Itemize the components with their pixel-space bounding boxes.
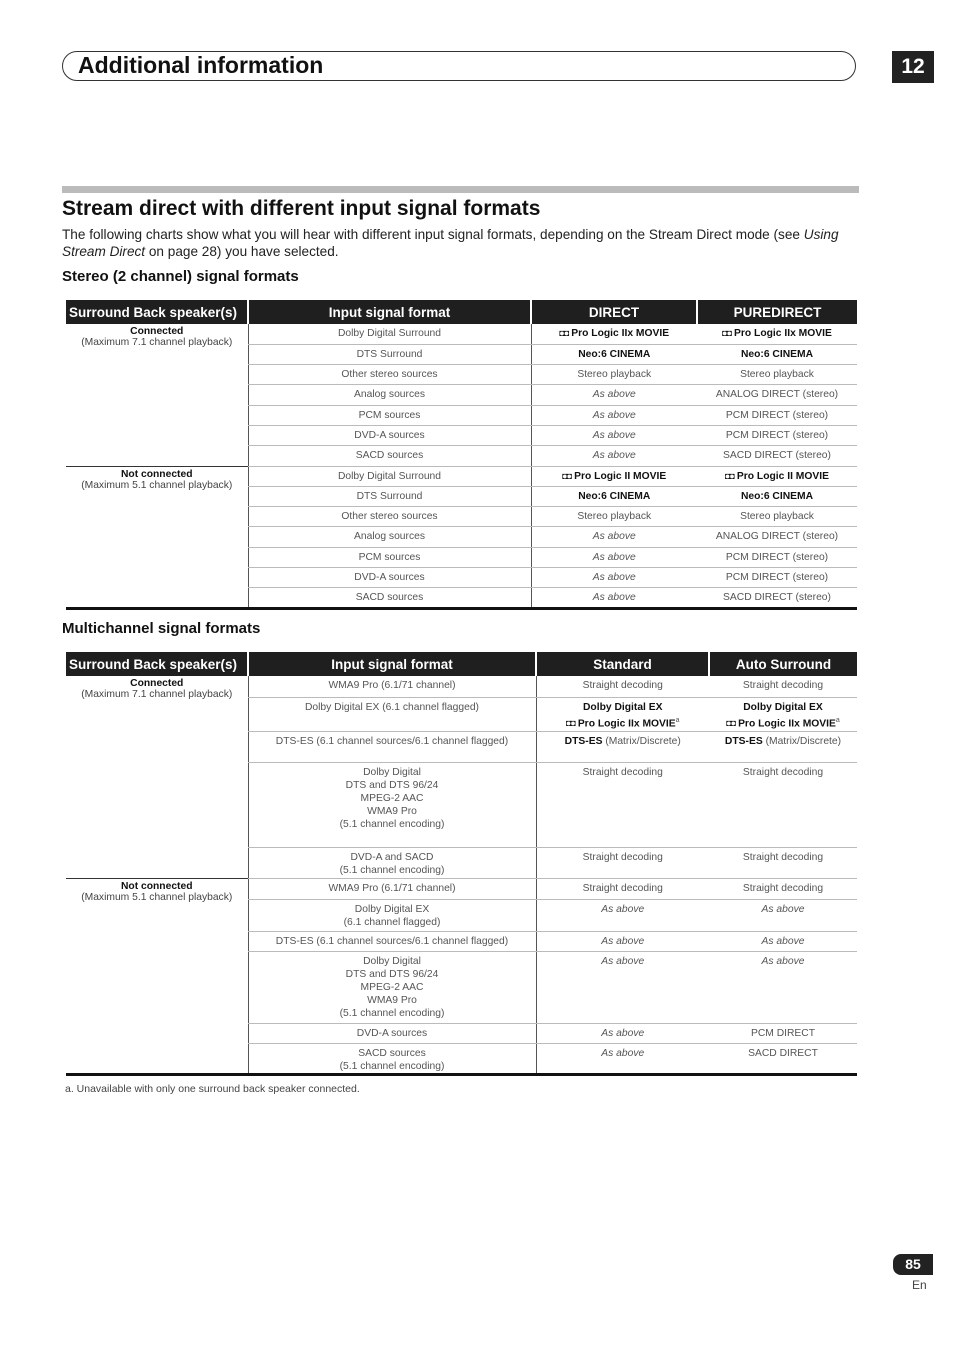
mode-text: Neo:6 CINEMA [740, 348, 814, 360]
mode-text: PCM DIRECT (stereo) [725, 551, 829, 563]
table-row [66, 878, 857, 899]
col-header-standard: Standard [536, 652, 709, 676]
table-row [66, 676, 857, 697]
mode-text: ANALOG DIRECT (stereo) [715, 389, 839, 401]
dolby-icon: ◘◘ [722, 328, 732, 338]
input-format-cell: DVD-A sources [248, 425, 531, 445]
col-header-auto-surround: Auto Surround [709, 652, 857, 676]
mode-text: SACD DIRECT [748, 1047, 818, 1059]
standard-cell [536, 762, 709, 847]
dolby-icon: ◘◘ [559, 328, 569, 338]
input-format-cell [248, 931, 536, 951]
mode-text: Neo:6 CINEMA [578, 490, 651, 502]
auto-surround-cell [709, 878, 857, 899]
input-format-cell: SACD sources [248, 446, 531, 466]
speaker-status: Connected [130, 326, 184, 337]
mode-text: Stereo playback [577, 511, 652, 523]
direct-cell [531, 507, 697, 527]
input-format-line: Dolby Digital [363, 766, 421, 778]
auto-surround-cell [709, 899, 857, 931]
direct-cell [531, 568, 697, 588]
input-format-line: SACD sources [358, 1047, 426, 1059]
puredirect-cell [697, 588, 857, 608]
input-format-line: (5.1 channel encoding) [339, 818, 445, 830]
input-format-cell: Dolby Digital Surround [248, 466, 531, 486]
mode-text: PCM DIRECT (stereo) [725, 429, 829, 441]
input-format-line: DTS-ES (6.1 channel sources/6.1 channel flagged) [275, 735, 509, 747]
input-format-cell: Other stereo sources [248, 365, 531, 385]
mode-text: As above [761, 955, 805, 967]
mode-line [711, 714, 855, 730]
input-format-line: MPEG-2 AAC [360, 792, 424, 804]
puredirect-cell [697, 486, 857, 506]
input-format-cell: Analog sources [248, 385, 531, 405]
mode-text: Straight decoding [742, 680, 824, 691]
standard-cell [536, 1043, 709, 1074]
input-format-cell: Analog sources [248, 527, 531, 547]
mode-text: PCM DIRECT [750, 1027, 816, 1039]
mode-text: Straight decoding [582, 882, 663, 894]
standard-cell [536, 899, 709, 931]
dolby-icon: ◘◘ [565, 717, 575, 728]
input-format-line: (5.1 channel encoding) [339, 864, 445, 876]
mode-text: As above [601, 903, 645, 915]
auto-surround-cell [709, 676, 857, 697]
mode-text: Stereo playback [740, 511, 814, 523]
input-format-line: WMA9 Pro [367, 805, 417, 817]
mode-text: Pro Logic IIx MOVIE [577, 717, 676, 729]
mode-text: Straight decoding [742, 851, 824, 863]
input-format-line: WMA9 Pro [367, 994, 417, 1006]
input-format-line: DVD-A sources [356, 1027, 428, 1039]
input-format-cell: PCM sources [248, 547, 531, 567]
input-format-cell: Dolby Digital Surround [248, 324, 531, 344]
standard-cell [536, 676, 709, 697]
stereo-table [66, 300, 857, 610]
input-format-line: Dolby Digital [363, 955, 421, 967]
mode-text: Stereo playback [577, 369, 652, 381]
puredirect-cell [697, 547, 857, 567]
input-format-cell: SACD sources [248, 588, 531, 608]
mode-title: DTS-ES [724, 735, 763, 747]
input-format-cell [248, 1043, 536, 1074]
input-format-cell: PCM sources [248, 405, 531, 425]
mode-text: Pro Logic IIx MOVIE [571, 328, 670, 339]
mode-text: As above [761, 935, 805, 947]
dolby-icon: ◘◘ [562, 470, 572, 481]
direct-cell [531, 527, 697, 547]
mode-text: As above [592, 531, 636, 543]
input-format-cell: DTS Surround [248, 344, 531, 364]
page-number: 85 [893, 1254, 933, 1275]
puredirect-cell [697, 466, 857, 486]
input-format-line: Dolby Digital EX [354, 903, 430, 915]
input-format-cell [248, 762, 536, 847]
standard-cell [536, 931, 709, 951]
mode-text: Pro Logic II MOVIE [574, 470, 667, 482]
col-header-speaker: Surround Back speaker(s) [66, 300, 248, 324]
auto-surround-cell [709, 951, 857, 1023]
intro-paragraph: The following charts show what you will hear with different input signal formats, depending on the Stream Direct mode (see Using Stream Direct on page 28) you have selected. [62, 227, 839, 259]
footnote-mark: a [675, 716, 680, 724]
multi-heading: Multichannel signal formats [62, 620, 261, 637]
direct-cell [531, 588, 697, 608]
dolby-icon: ◘◘ [726, 717, 736, 728]
speaker-note: (Maximum 7.1 channel playback) [81, 689, 233, 700]
direct-cell [531, 486, 697, 506]
standard-cell [536, 697, 709, 731]
input-format-cell [248, 847, 536, 878]
input-format-cell: DVD-A sources [248, 568, 531, 588]
mode-text: Stereo playback [740, 369, 814, 381]
mode-line [539, 714, 708, 730]
stereo-heading: Stereo (2 channel) signal formats [62, 268, 299, 285]
input-format-cell [248, 1023, 536, 1043]
input-format-line: DVD-A and SACD [350, 851, 434, 863]
standard-cell [536, 878, 709, 899]
mode-text: As above [601, 1027, 645, 1039]
standard-cell [536, 1023, 709, 1043]
mode-title: DTS-ES [564, 735, 603, 747]
puredirect-cell [697, 324, 857, 344]
input-format-cell [248, 878, 536, 899]
mode-text: PCM DIRECT (stereo) [725, 572, 829, 584]
puredirect-cell [697, 507, 857, 527]
input-format-cell [248, 951, 536, 1023]
speaker-note: (Maximum 5.1 channel playback) [81, 891, 233, 903]
footnote: a. Unavailable with only one surround back speaker connected. [65, 1083, 360, 1095]
standard-cell [536, 731, 709, 762]
auto-surround-cell [709, 731, 857, 762]
speaker-cell [66, 676, 248, 878]
mode-text: As above [601, 1047, 645, 1059]
speaker-cell [66, 466, 248, 608]
input-format-cell: Other stereo sources [248, 507, 531, 527]
input-format-line: (6.1 channel flagged) [343, 916, 441, 928]
input-format-cell [248, 899, 536, 931]
standard-cell [536, 951, 709, 1023]
speaker-status: Not connected [120, 880, 193, 892]
input-format-cell [248, 676, 536, 697]
auto-surround-cell [709, 762, 857, 847]
input-format-line: DTS and DTS 96/24 [345, 968, 439, 980]
mode-title: Dolby Digital EX [582, 701, 663, 713]
mode-text: As above [592, 572, 636, 584]
mode-text: As above [601, 935, 645, 947]
auto-surround-cell [709, 1043, 857, 1074]
mode-text: Neo:6 CINEMA [740, 490, 814, 502]
puredirect-cell [697, 568, 857, 588]
direct-cell [531, 365, 697, 385]
mode-text: Straight decoding [742, 882, 824, 894]
col-header-puredirect: PUREDIRECT [697, 300, 857, 324]
mode-text: As above [592, 551, 636, 563]
dolby-icon: ◘◘ [725, 470, 734, 481]
input-format-cell [248, 731, 536, 762]
mode-text: Pro Logic IIx MOVIE [734, 328, 832, 339]
input-format-cell [248, 697, 536, 731]
direct-cell [531, 385, 697, 405]
input-format-line: WMA9 Pro (6.1/71 channel) [328, 882, 456, 894]
header-title: Additional information [78, 52, 324, 78]
puredirect-cell [697, 425, 857, 445]
speaker-note: (Maximum 5.1 channel playback) [81, 479, 233, 491]
auto-surround-cell [709, 697, 857, 731]
mode-text: As above [761, 903, 805, 915]
table-row [66, 466, 857, 486]
input-format-line: WMA9 Pro (6.1/71 channel) [328, 680, 456, 691]
puredirect-cell [697, 405, 857, 425]
direct-cell [531, 466, 697, 486]
direct-cell [531, 547, 697, 567]
col-header-input: Input signal format [248, 652, 536, 676]
puredirect-cell [697, 365, 857, 385]
mode-text: Pro Logic IIx MOVIE [738, 717, 836, 729]
section-rule [62, 186, 859, 193]
input-format-line: (5.1 channel encoding) [339, 1007, 445, 1019]
mode-text: As above [592, 429, 636, 441]
speaker-status: Connected [130, 678, 184, 689]
mode-text: SACD DIRECT (stereo) [723, 592, 831, 604]
puredirect-cell [697, 344, 857, 364]
input-format-line: (5.1 channel encoding) [339, 1060, 445, 1072]
col-header-speaker: Surround Back speaker(s) [66, 652, 248, 676]
direct-cell [531, 425, 697, 445]
input-format-line: DTS-ES (6.1 channel sources/6.1 channel flagged) [275, 935, 509, 947]
speaker-cell [66, 878, 248, 1074]
mode-text: Straight decoding [582, 766, 663, 778]
input-format-cell: DTS Surround [248, 486, 531, 506]
puredirect-cell [697, 385, 857, 405]
direct-cell [531, 324, 697, 344]
standard-cell [536, 847, 709, 878]
auto-surround-cell [709, 931, 857, 951]
col-header-direct: DIRECT [531, 300, 697, 324]
mode-text: Straight decoding [582, 851, 663, 863]
mode-text: Straight decoding [582, 680, 663, 691]
mode-text: ANALOG DIRECT (stereo) [715, 531, 839, 543]
mode-text: Straight decoding [742, 766, 824, 778]
mode-text: As above [601, 955, 645, 967]
footnote-mark: a [835, 716, 840, 724]
multi-table [66, 652, 857, 1076]
direct-cell [531, 446, 697, 466]
col-header-input: Input signal format [248, 300, 531, 324]
direct-cell [531, 344, 697, 364]
chapter-number: 12 [892, 51, 934, 83]
input-format-line: DTS and DTS 96/24 [345, 779, 439, 791]
puredirect-cell [697, 446, 857, 466]
mode-text: As above [592, 409, 636, 421]
table-row [66, 324, 857, 344]
mode-text: As above [592, 389, 636, 401]
auto-surround-cell [709, 1023, 857, 1043]
speaker-cell [66, 324, 248, 466]
mode-title: Dolby Digital EX [743, 701, 823, 713]
speaker-note: (Maximum 7.1 channel playback) [81, 337, 233, 348]
mode-text: PCM DIRECT (stereo) [725, 409, 829, 421]
mode-text: As above [592, 450, 636, 462]
mode-text: As above [592, 592, 636, 604]
mode-text: Neo:6 CINEMA [578, 348, 651, 360]
direct-cell [531, 405, 697, 425]
section-title: Stream direct with different input signal formats [62, 197, 541, 220]
mode-text: SACD DIRECT (stereo) [723, 450, 831, 462]
mode-text: Pro Logic II MOVIE [736, 470, 829, 482]
input-format-line: MPEG-2 AAC [360, 981, 424, 993]
auto-surround-cell [709, 847, 857, 878]
page-language: En [912, 1278, 927, 1292]
input-format-line: Dolby Digital EX (6.1 channel flagged) [304, 701, 479, 713]
mode-text: (Matrix/Discrete) [605, 735, 681, 747]
speaker-status: Not connected [120, 468, 193, 480]
puredirect-cell [697, 527, 857, 547]
mode-text: (Matrix/Discrete) [765, 735, 842, 747]
